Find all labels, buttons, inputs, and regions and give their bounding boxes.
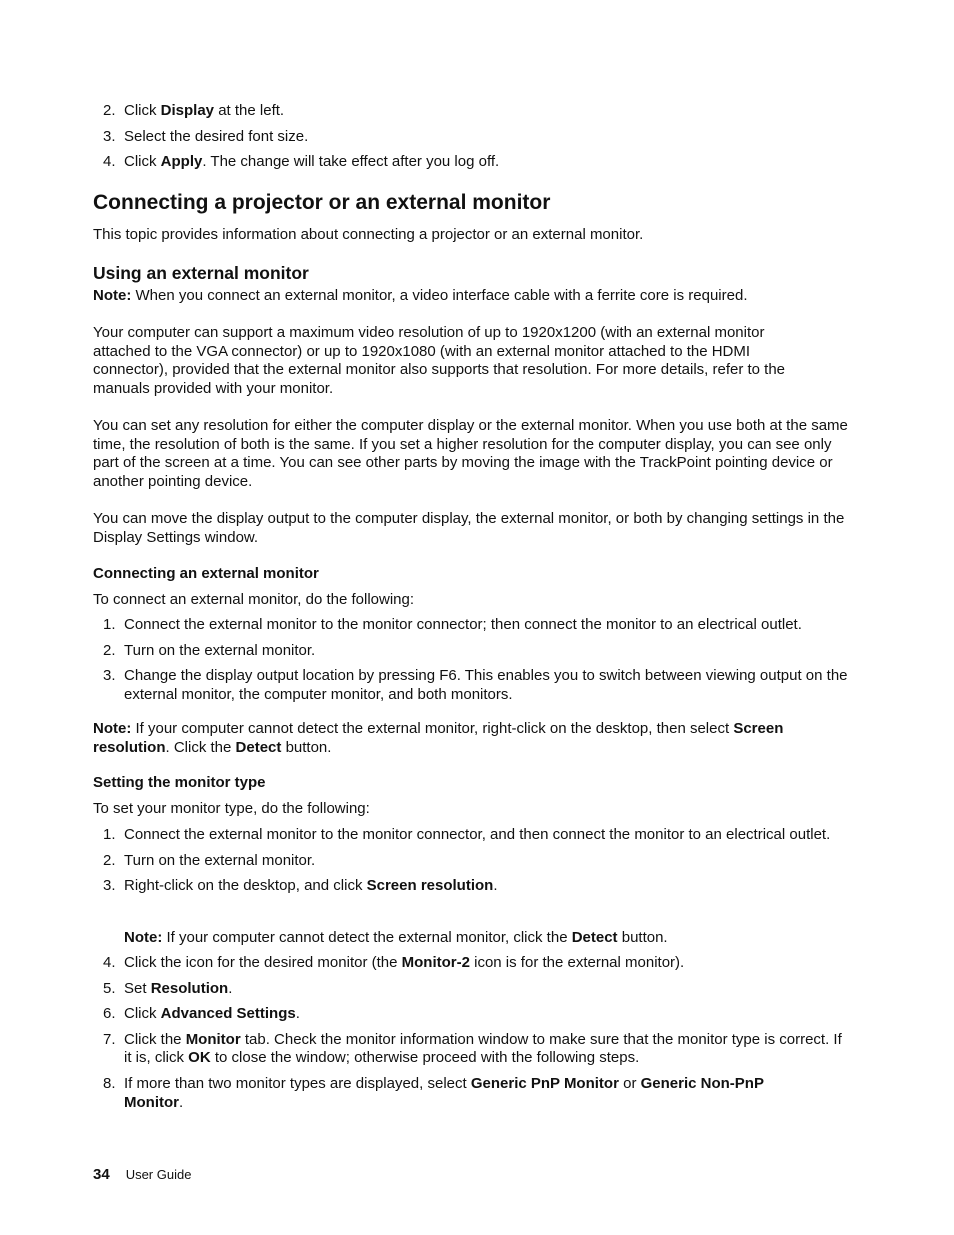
bold-text: Detect [571, 929, 618, 946]
paragraph-set-resolution: You can set any resolution for either the computer display or the external monitor. When you use both at the same time, the resolution of both is the same. If you set a higher resolution for the computer display, you can see only part of the screen at a time. You can see other parts by moving the image with the TrackPoint pointing device or another pointing device. [93, 417, 848, 490]
text: If your computer cannot detect the external monitor, right-click on the desktop, then select [131, 720, 734, 737]
list-item [93, 1075, 853, 1112]
list-item [93, 877, 853, 896]
top-steps-list [93, 102, 853, 172]
page-footer [93, 1166, 191, 1183]
step-number: 2. [103, 102, 116, 119]
note-detect-button [124, 929, 853, 948]
text: Click [124, 1005, 161, 1023]
list-item [93, 153, 853, 172]
text: If more than two monitor types are displayed, select [124, 1074, 471, 1092]
bold-text: Apply [160, 153, 203, 171]
text: tab. Check the monitor information window to make sure that the monitor type is correct. If it is, click [124, 1030, 842, 1067]
steps-list [93, 616, 853, 704]
bold-text: Generic PnP Monitor [470, 1074, 619, 1092]
text: . [295, 1005, 300, 1023]
text: Click the [124, 1030, 186, 1048]
monitor-type-intro: To set your monitor type, do the following: [93, 800, 370, 817]
text: . The change will take effect after you log off. [202, 153, 500, 171]
subsection-title: Using an external monitor [93, 263, 309, 283]
bold-text: Display [160, 102, 215, 119]
text: Set [124, 979, 151, 997]
step-number: 3. [103, 667, 116, 685]
step-number: 1. [103, 616, 116, 633]
text: Turn on the external monitor. [124, 851, 316, 869]
step-number: 2. [103, 641, 116, 659]
section-intro: This topic provides information about connecting a projector or an external monitor. [93, 226, 644, 243]
step-number: 1. [103, 826, 116, 843]
list-item [93, 1005, 853, 1024]
connect-steps-list [93, 616, 853, 704]
monitor-type-steps-a [93, 826, 853, 896]
step-number: 6. [103, 1005, 116, 1023]
bold-text: Screen resolution [93, 720, 784, 756]
note-ferrite [93, 287, 853, 306]
list-item [93, 852, 853, 871]
text: Select the desired font size. [124, 127, 309, 145]
step-number: 5. [103, 979, 116, 997]
note-detect [93, 720, 853, 757]
section-title: Connecting a projector or an external monitor [93, 191, 551, 214]
text: Click the icon for the desired monitor (the [124, 954, 402, 971]
connect-intro: To connect an external monitor, do the following: [93, 591, 415, 608]
text: Connect the external monitor to the monitor connector; then connect the monitor to an electrical outlet. [124, 616, 802, 633]
note-text: When you connect an external monitor, a video interface cable with a ferrite core is required. [131, 287, 748, 304]
connect-heading: Connecting an external monitor [93, 565, 319, 582]
paragraph-display-output: You can move the display output to the computer display, the external monitor, or both by changing settings in the Display Settings window. [93, 510, 845, 546]
monitor-type-heading: Setting the monitor type [93, 774, 266, 791]
text: . [493, 877, 498, 895]
text: to close the window; otherwise proceed with the following steps. [210, 1049, 640, 1067]
list-item [93, 1031, 853, 1068]
paragraph-resolution: Your computer can support a maximum video resolution of up to 1920x1200 (with an external monitor attached to the VGA connector) or up to 1920x1080 (with an external monitor attached to the HDMI connector), provided that the external monitor also supports that resolution. For more details, refer to the manuals provided with your monitor. [93, 324, 786, 397]
monitor-type-steps-b [93, 954, 853, 1112]
list-item [93, 616, 853, 635]
list-item [93, 667, 853, 704]
bold-text: Resolution [150, 979, 229, 997]
text: . Click the [165, 738, 236, 756]
bold-text: Generic Non-PnP Monitor [124, 1074, 764, 1111]
steps-list [93, 826, 853, 896]
list-item [93, 102, 853, 121]
page-number: 34 [93, 1166, 110, 1183]
text: Connect the external monitor to the monitor connector, and then connect the monitor to an electrical outlet. [124, 826, 831, 843]
steps-list [93, 102, 853, 172]
footer-title: User Guide [125, 1167, 192, 1182]
list-item [93, 826, 853, 845]
step-number: 8. [103, 1074, 116, 1092]
text: Turn on the external monitor. [124, 641, 316, 659]
text: or [618, 1074, 641, 1092]
bold-text: OK [188, 1049, 211, 1067]
bold-text: Screen resolution [366, 877, 494, 895]
bold-text: Note: [93, 720, 132, 737]
step-number: 2. [103, 851, 116, 869]
text: Click [124, 153, 161, 171]
list-item [93, 980, 853, 999]
text: button. [617, 929, 668, 946]
bold-text: Monitor [185, 1030, 241, 1048]
step-number: 7. [103, 1030, 116, 1048]
text: If your computer cannot detect the external monitor, click the [162, 929, 572, 946]
step-number: 4. [103, 153, 116, 171]
text: . [228, 979, 233, 997]
text: button. [281, 738, 332, 756]
list-item [93, 642, 853, 661]
text: . [178, 1093, 184, 1111]
bold-text: Advanced Settings [160, 1005, 296, 1023]
note-label: Note: [93, 287, 132, 304]
list-item [93, 128, 853, 147]
step-number: 3. [103, 127, 116, 145]
bold-text: Note: [124, 929, 163, 946]
text: Right-click on the desktop, and click [124, 877, 367, 895]
text: icon is for the external monitor). [469, 954, 685, 971]
text: at the left. [214, 102, 285, 119]
steps-list [93, 954, 853, 1112]
list-item [93, 954, 853, 973]
step-number: 4. [103, 954, 116, 971]
text: Change the display output location by pressing F6. This enables you to switch between viewing output on the external monitor, the computer monitor, and both monitors. [124, 667, 848, 703]
step-number: 3. [103, 877, 116, 895]
text: Click [124, 102, 161, 119]
bold-text: Detect [235, 738, 282, 756]
bold-text: Monitor-2 [401, 954, 470, 971]
